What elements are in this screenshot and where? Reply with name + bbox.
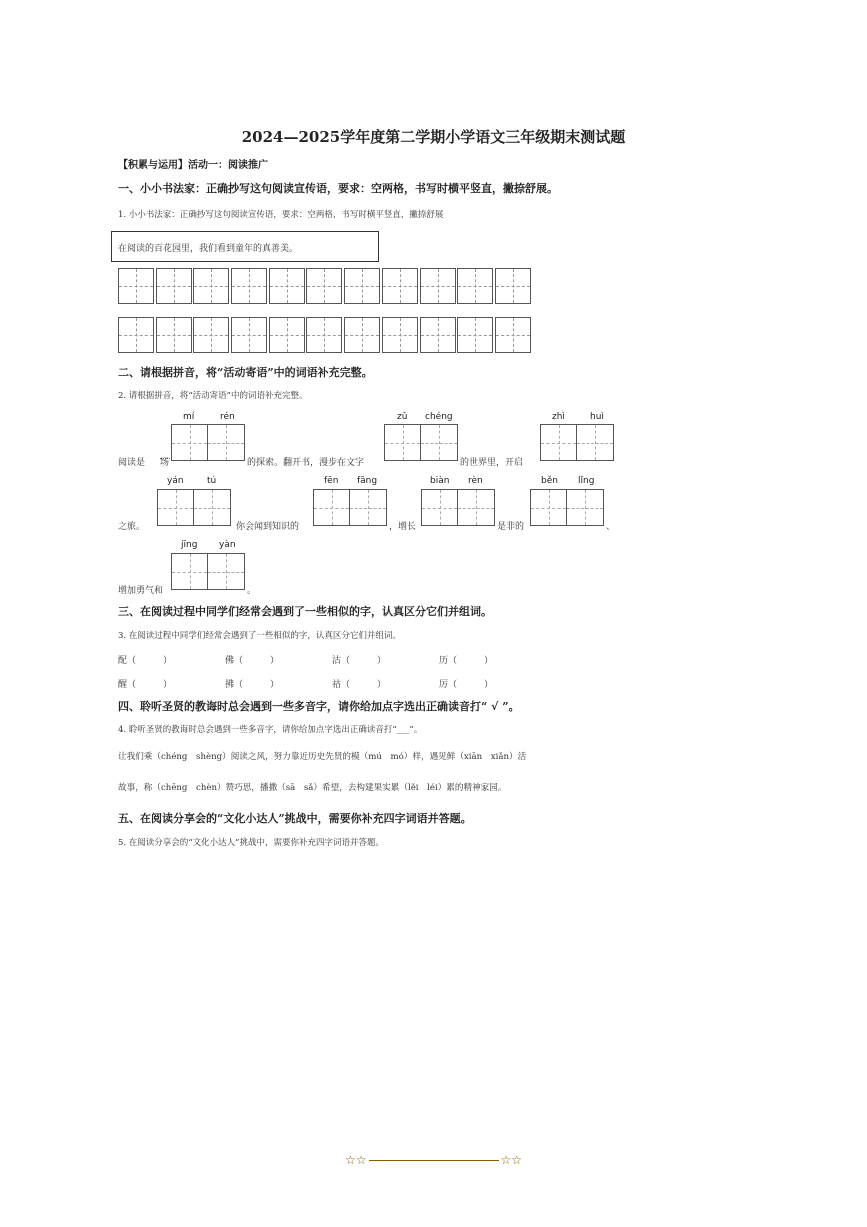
pinyin-grid-3[interactable]: [540, 424, 614, 461]
s3-r2-c2: 拂（ ）: [225, 680, 280, 690]
s2-text-4: 之旅。: [118, 522, 146, 532]
pinyin-grid-2[interactable]: [384, 424, 458, 461]
footer-star-left: ☆☆: [344, 1153, 367, 1167]
section-tag: 【积累与运用】活动一：阅读推广: [118, 160, 268, 171]
s2-question: 2. 请根据拼音，将“活动寄语”中的词语补充完整。: [118, 391, 308, 401]
s3-r1-c1: 配（ ）: [118, 656, 173, 666]
pinyin-6b: rèn: [468, 476, 483, 486]
pinyin-grid-1[interactable]: [171, 424, 245, 461]
pinyin-1b: rén: [220, 412, 235, 422]
s3-question: 3. 在阅读过程中同学们经常会遇到了一些相似的字，认真区分它们并组词。: [118, 631, 401, 641]
s3-r2-c1: 醒（ ）: [118, 680, 173, 690]
pinyin-2b: chéng: [425, 412, 453, 422]
pinyin-8b: yàn: [219, 540, 236, 550]
pinyin-7a: běn: [541, 476, 558, 486]
pinyin-grid-4[interactable]: [157, 489, 231, 526]
pinyin-1a: mí: [183, 412, 195, 422]
s2-text-3: 的世界里，开启: [460, 458, 524, 468]
pinyin-5a: fēn: [324, 476, 339, 486]
s2-text-1b: 场: [160, 458, 170, 468]
footer-star-right: ☆☆: [500, 1153, 523, 1167]
s3-r2-c3: 祜（ ）: [332, 680, 387, 690]
pinyin-7b: lǐng: [578, 476, 595, 486]
s2-text-2: 的探索。翻开书，漫步在文字: [247, 458, 365, 468]
sentence-box: [111, 231, 379, 262]
s2-text-8: 、: [606, 522, 616, 532]
pinyin-4a: yán: [167, 476, 184, 486]
pinyin-4b: tú: [207, 476, 217, 486]
page-title: 2024—2025学年度第二学期小学语文三年级期末测试题: [241, 128, 626, 146]
s3-heading: 三、在阅读过程中同学们经常会遇到了一些相似的字，认真区分它们并组词。: [118, 605, 492, 618]
s3-r1-c4: 历（ ）: [439, 656, 494, 666]
pinyin-3b: huì: [590, 412, 604, 422]
writing-grid-row-1[interactable]: [118, 268, 533, 304]
s2-text-7: 是非的: [497, 522, 525, 532]
s2-text-1: 阅读是: [118, 458, 146, 468]
pinyin-3a: zhì: [552, 412, 565, 422]
footer-line: [369, 1160, 499, 1161]
footer-ornament: [0, 1153, 867, 1167]
s4-heading: 四、聆听圣贤的教诲时总会遇到一些多音字，请你给加点字选出正确读音打“ √ ”。: [118, 700, 520, 713]
s2-text-5: 你会闻到知识的: [236, 522, 300, 532]
s4-question: 4. 聆听圣贤的教诲时总会遇到一些多音字，请你给加点字选出正确读音打“___”。: [118, 725, 423, 735]
s3-r2-c4: 厉（ ）: [439, 680, 494, 690]
pinyin-2a: zǔ: [397, 412, 408, 422]
pinyin-grid-6[interactable]: [421, 489, 495, 526]
s2-heading: 二、请根据拼音，将“活动寄语”中的词语补充完整。: [118, 366, 373, 379]
sentence-text: 在阅读的百花园里，我们看到童年的真善美。: [118, 244, 299, 254]
s1-question: 1. 小小书法家：正确抄写这句阅读宣传语，要求：空两格，书写时横平竖直，撇捺舒展: [118, 210, 444, 220]
s5-heading: 五、在阅读分享会的“文化小达人”挑战中，需要你补充四字词语并答题。: [118, 812, 472, 825]
pinyin-grid-8[interactable]: [171, 553, 245, 590]
pinyin-8a: jīng: [181, 540, 198, 550]
s1-heading: 一、小小书法家：正确抄写这句阅读宣传语，要求：空两格，书写时横平竖直，撇捺舒展。: [118, 182, 558, 195]
s3-r1-c2: 佛（ ）: [225, 656, 280, 666]
s5-question: 5. 在阅读分享会的“文化小达人”挑战中，需要你补充四字词语并答题。: [118, 838, 385, 848]
pinyin-6a: biàn: [430, 476, 450, 486]
s3-r1-c3: 沽（ ）: [332, 656, 387, 666]
s2-text-10: 。: [247, 586, 257, 596]
s4-line-1: 让我们乘（chéng shèng）阅读之风，努力靠近历史先贤的模（mú mó）样，遇见鲜（xiān xiǎn）活: [118, 752, 527, 762]
s2-text-9: 增加勇气和: [118, 586, 164, 596]
s4-line-2: 故事，称（chēng chèn）赞巧思，播撒（sā sǎ）希望，去构建果实累（lěi léi）累的精神家园。: [118, 783, 507, 793]
pinyin-grid-7[interactable]: [530, 489, 604, 526]
writing-grid-row-2[interactable]: [118, 317, 533, 353]
pinyin-grid-5[interactable]: [313, 489, 387, 526]
pinyin-5b: fāng: [357, 476, 378, 486]
s2-text-6: ，增长: [389, 522, 417, 532]
